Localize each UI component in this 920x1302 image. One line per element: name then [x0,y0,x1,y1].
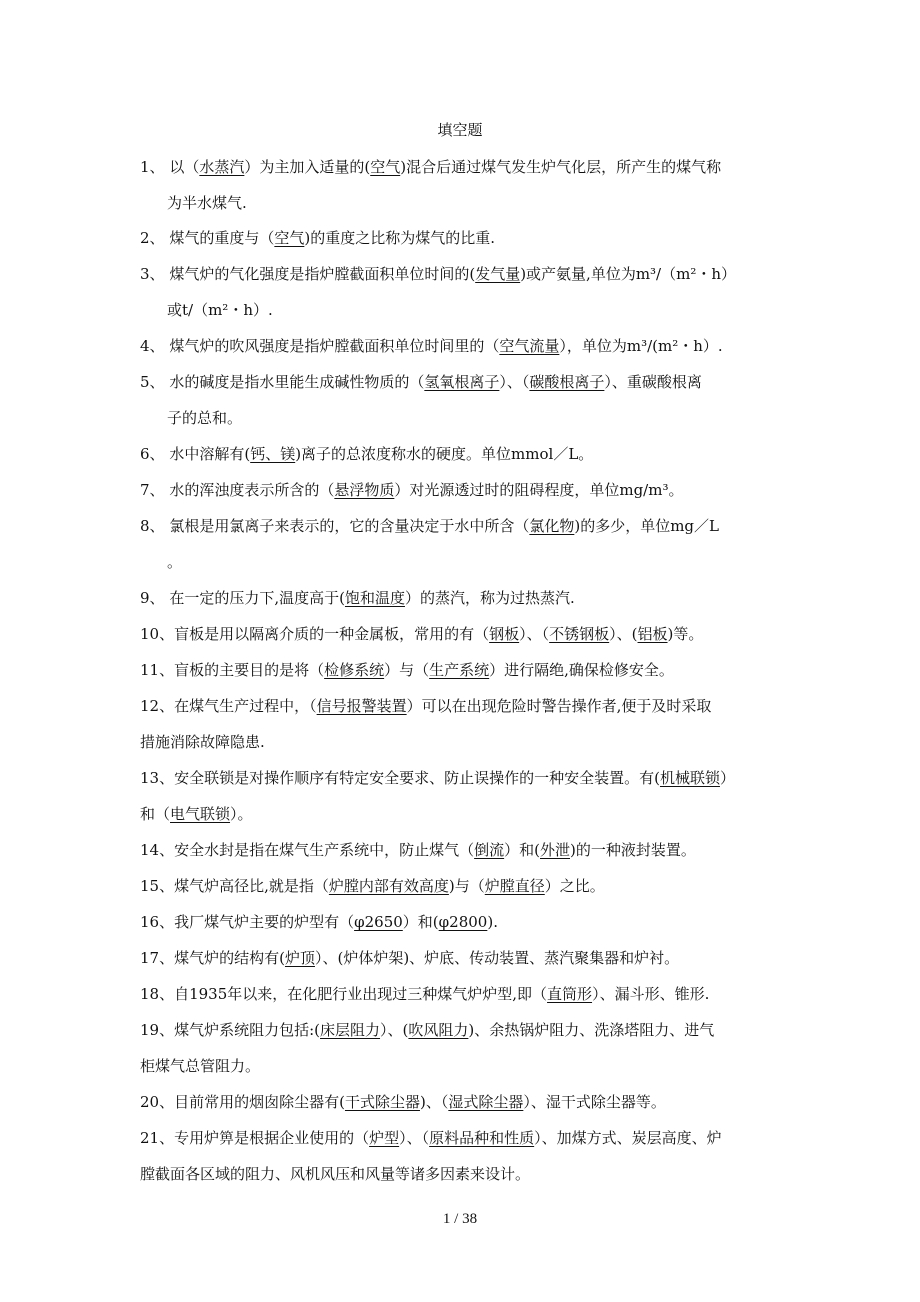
question-5 [140,372,785,428]
text-segment: )、（ [419,1093,449,1111]
text-segment: 水的浑浊度表示所含的（ [169,481,335,499]
text-segment: 和（ [140,805,171,823]
question-4 [140,336,785,356]
text-segment: 8、 [140,517,165,535]
question-15 [140,876,785,896]
text-segment: 12、 [140,697,175,715]
question-20 [140,1092,785,1112]
answer: 湿式除尘器 [448,1093,524,1111]
text-segment: 煤气炉的吹风强度是指炉膛截面积单位时间里的（ [169,337,500,355]
text-segment: )、余热锅炉阻力、洗涤塔阻力、进气 [468,1021,715,1039]
page-title: 填空题 [437,121,483,139]
answer: φ2800 [438,913,488,931]
text-segment: 在煤气生产过程中，（ [174,697,317,715]
answer: 钙、镁 [250,445,296,463]
answer: 碳酸根离子 [529,373,605,391]
text-segment: 18、 [140,985,175,1003]
text-segment: )混合后通过煤气发生炉气化层，所产生的煤气称 [400,158,722,176]
text-segment: 为半水煤气. [167,194,247,212]
answer: 吹风阻力 [408,1021,469,1039]
text-segment: 盲板的主要目的是将（ [174,661,325,679]
question-21 [140,1128,785,1184]
text-segment: ）、( [609,625,638,643]
answer: 原料品种和性质 [429,1129,535,1147]
question-13 [140,768,785,824]
question-6 [140,444,785,464]
text-segment: 5、 [140,373,165,391]
question-3 [140,264,785,320]
text-segment: 盲板是用以隔离介质的一种金属板，常用的有（ [174,625,490,643]
text-segment: 措施消除故障隐患. [140,733,265,751]
answer: 机械联锁 [659,769,720,787]
text-segment: ）。 [230,805,253,823]
question-16 [140,912,785,932]
text-segment: 2、 [140,229,165,247]
answer: 空气 [274,229,305,247]
text-segment: 水的碱度是指水里能生成碱性物质的（ [169,373,425,391]
answer: 炉膛内部有效高度 [328,877,449,895]
question-14 [140,840,785,860]
answer: 电气联锁 [170,805,231,823]
answer: 直筒形 [547,985,593,1003]
text-segment: )或产氨量,单位为m³/（m²・h） [520,265,737,283]
answer: 不锈钢板 [549,625,610,643]
text-segment: 氯根是用氯离子来表示的，它的含量决定于水中所含（ [169,517,530,535]
answer: 床层阻力 [320,1021,381,1039]
text-segment: 在一定的压力下,温度高于( [169,589,345,607]
answer: 干式除尘器 [344,1093,420,1111]
text-segment: 子的总和。 [167,409,243,427]
text-segment: ）、湿干式除尘器等。 [523,1093,666,1111]
text-segment: ）、(炉体炉架)、炉底、传动装置、蒸汽聚集器和炉衬。 [314,949,680,967]
answer: 悬浮物质 [334,481,395,499]
text-segment: ），单位为m³/(m²・h）. [559,337,723,355]
question-7 [140,480,785,500]
question-19 [140,1020,785,1076]
text-segment: 煤气炉的气化强度是指炉膛截面积单位时间的( [169,265,476,283]
question-9 [140,588,785,608]
question-2 [140,228,785,248]
text-segment: 目前常用的烟囱除尘器有( [174,1093,345,1111]
answer: 炉膛直径 [484,877,545,895]
text-segment: ）可以在出现危险时警告操作者,便于及时采取 [406,697,712,715]
question-10 [140,624,785,644]
answer: 饱和温度 [344,589,405,607]
text-segment: 安全联锁是对操作顺序有特定安全要求、防止误操作的一种安全装置。有( [174,769,660,787]
text-segment [140,804,785,824]
text-segment: 4、 [140,337,165,355]
text-segment: ). [487,913,498,931]
answer: 信号报警装置 [316,697,407,715]
answer: 检修系统 [324,661,385,679]
text-segment: 16、 [140,913,175,931]
answer: 炉型 [369,1129,400,1147]
answer: 外泄 [539,841,570,859]
question-11 [140,660,785,680]
text-segment: 13、 [140,769,175,787]
text-segment: 3、 [140,265,165,283]
answer: 倒流 [474,841,505,859]
text-segment: )与（ [448,877,485,895]
answer: 空气 [370,158,401,176]
text-segment: 煤气炉高径比,就是指（ [174,877,329,895]
text-segment: 以（ [169,158,200,176]
text-segment: 柜煤气总管阻力。 [140,1057,261,1075]
text-segment: 21、 [140,1129,175,1147]
text-segment: 膛截面各区域的阻力、风机风压和风量等诸多因素来设计。 [140,1165,531,1183]
text-segment: ）与（ [384,661,430,679]
text-segment: 。 [167,553,183,571]
text-segment: )离子的总浓度称水的硬度。单位mmol／L。 [295,445,594,463]
text-segment: ）、重碳酸根离 [604,373,702,391]
answer: 氯化物 [529,517,575,535]
text-segment: 19、 [140,1021,175,1039]
answer: 铝板 [637,625,668,643]
text-segment: ）、加煤方式、炭层高度、炉 [534,1129,722,1147]
text-segment: 专用炉箅是根据企业使用的（ [174,1129,370,1147]
text-segment: ）、( [380,1021,409,1039]
answer: 发气量 [475,265,521,283]
text-segment: ）、（ [499,373,530,391]
answer: φ2650 [354,913,403,931]
text-segment: ）和( [402,913,439,931]
text-segment: )等。 [667,625,704,643]
text-segment: ）为主加入适量的( [244,158,371,176]
question-12 [140,696,785,752]
text-segment: 7、 [140,481,165,499]
question-1 [140,157,785,213]
text-segment: ）、漏斗形、锥形. [592,985,710,1003]
text-segment: 6、 [140,445,165,463]
page-number: 1 / 38 [442,1211,478,1227]
text-segment: 我厂煤气炉主要的炉型有（ [174,913,355,931]
text-segment: 煤气炉系统阻力包括:( [174,1021,321,1039]
question-18 [140,984,785,1004]
question-17 [140,948,785,968]
text-segment: 煤气的重度与（ [169,229,275,247]
text-segment: ） [719,769,735,787]
answer: 钢板 [489,625,520,643]
text-segment: ）和( [504,841,540,859]
text-segment: )的一种液封装置。 [570,841,696,859]
text-segment: 10、 [140,625,175,643]
text-segment: ）、（ [519,625,550,643]
text-segment: 9、 [140,589,165,607]
question-8 [140,516,785,572]
text-segment: ）的蒸汽，称为过热蒸汽. [404,589,575,607]
text-segment: 20、 [140,1093,175,1111]
text-segment: 煤气炉的结构有( [174,949,285,967]
text-segment: 15、 [140,877,175,895]
text-segment: ）对光源透过时的阻碍程度，单位mg/m³。 [394,481,684,499]
text-segment: ）之比。 [544,877,605,895]
answer: 生产系统 [429,661,490,679]
text-segment: ）进行隔绝,确保检修安全。 [489,661,674,679]
text-segment: 1、 [140,158,165,176]
text-segment: )的重度之比称为煤气的比重. [304,229,495,247]
answer: 氢氧根离子 [424,373,500,391]
text-segment: 水中溶解有( [169,445,251,463]
text-segment: 14、 [140,841,175,859]
text-segment: 或t/（m²・h）. [167,301,273,319]
text-segment: 11、 [140,661,175,679]
answer: 炉顶 [284,949,315,967]
text-segment: )的多少，单位mg／L [574,517,719,535]
text-segment: 17、 [140,949,175,967]
text-segment: ）、（ [399,1129,430,1147]
answer: 空气流量 [499,337,560,355]
answer: 水蒸汽 [199,158,245,176]
text-segment: 自1935年以来，在化肥行业出现过三种煤气炉炉型,即（ [174,985,548,1003]
text-segment: 安全水封是指在煤气生产系统中，防止煤气（ [174,841,475,859]
